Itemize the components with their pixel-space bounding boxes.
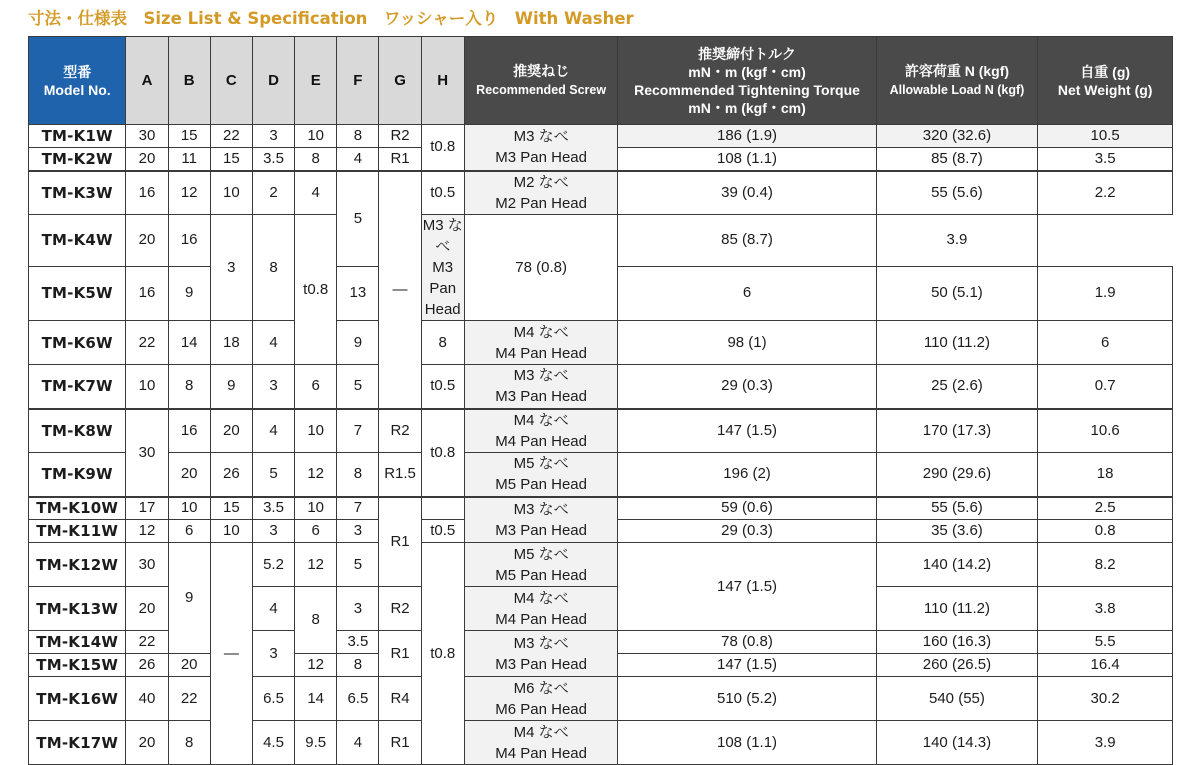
screw-cell: M3 なべ M3 Pan Head [464, 125, 618, 171]
dim-f: 3 [337, 587, 379, 631]
dim-e: 9 [337, 321, 379, 365]
dim-d: 3 [252, 365, 294, 409]
dim-a: 12 [126, 520, 168, 543]
dim-d: 3.5 [252, 497, 294, 520]
dim-g: R2 [379, 587, 421, 631]
model-cell: TM-K6W [29, 321, 126, 365]
screw-cell: M5 なべ M5 Pan Head [464, 543, 618, 587]
table-row [29, 215, 1173, 267]
dim-e: 8 [252, 215, 294, 321]
dim-f: 5 [337, 365, 379, 409]
load-cell: 260 (26.5) [876, 654, 1038, 677]
dim-c: 18 [210, 321, 252, 365]
model-cell: TM-K11W [29, 520, 126, 543]
dim-e: 12 [295, 654, 337, 677]
screw-cell: M3 なべ M3 Pan Head [421, 215, 464, 321]
dim-e: 12 [295, 543, 337, 587]
dim-f: 6.5 [337, 677, 379, 721]
dim-g: R4 [379, 677, 421, 721]
screw-cell: M3 なべ M3 Pan Head [464, 365, 618, 409]
dim-f: 3.5 [337, 631, 379, 654]
dim-a: 40 [126, 677, 168, 721]
dim-g: R1 [379, 497, 421, 587]
weight-cell: 8.2 [1038, 543, 1173, 587]
dim-a: 20 [126, 587, 168, 631]
dim-h: t0.5 [421, 171, 464, 215]
dim-d: 2 [252, 171, 294, 215]
header-e: E [295, 37, 337, 125]
header-a: A [126, 37, 168, 125]
screw-cell: M3 なべ M3 Pan Head [464, 631, 618, 677]
dim-e: 6 [295, 365, 337, 409]
dim-d: 5 [252, 453, 294, 497]
dim-d: 4 [252, 409, 294, 453]
dim-c: 15 [210, 497, 252, 520]
load-cell: 290 (29.6) [876, 453, 1038, 497]
load-cell: 55 (5.6) [876, 497, 1038, 520]
dim-b: 8 [168, 721, 210, 765]
torque-cell: 39 (0.4) [618, 171, 876, 215]
dim-g: R2 [379, 125, 421, 148]
model-cell: TM-K14W [29, 631, 126, 654]
dim-g: R1 [379, 631, 421, 677]
torque-cell: 29 (0.3) [618, 520, 876, 543]
table-row [29, 321, 1173, 365]
load-cell: 320 (32.6) [876, 125, 1038, 148]
dim-c: 15 [210, 148, 252, 171]
header-model: 型番 Model No. [29, 37, 126, 125]
dim-f: 5 [337, 171, 379, 267]
load-cell: 170 (17.3) [876, 409, 1038, 453]
dim-e: 8 [295, 587, 337, 654]
dim-d: 3.5 [252, 148, 294, 171]
weight-cell: 0.7 [1038, 365, 1173, 409]
dim-f: 7 [337, 497, 379, 520]
dim-e: 6 [295, 520, 337, 543]
model-cell: TM-K8W [29, 409, 126, 453]
weight-cell: 1.9 [1038, 266, 1173, 320]
model-cell: TM-K7W [29, 365, 126, 409]
header-screw: 推奨ねじ Recommended Screw [464, 37, 618, 125]
load-cell: 35 (3.6) [876, 520, 1038, 543]
dim-a: 20 [126, 215, 168, 267]
torque-cell: 29 (0.3) [618, 365, 876, 409]
dim-c: 22 [210, 125, 252, 148]
model-cell: TM-K16W [29, 677, 126, 721]
load-cell: 55 (5.6) [876, 171, 1038, 215]
dim-d: 6.5 [252, 677, 294, 721]
dim-f: 8 [337, 654, 379, 677]
dim-e: 8 [295, 148, 337, 171]
header-d: D [252, 37, 294, 125]
header-torque: 推奨締付トルク mN・m (kgf・cm) Recommended Tightening Torque mN・m (kgf・cm) [618, 37, 876, 125]
dim-h: t0.8 [295, 215, 337, 365]
dim-a: 22 [126, 321, 168, 365]
dim-d: 4.5 [252, 721, 294, 765]
dim-h: t0.8 [421, 125, 464, 171]
weight-cell: 16.4 [1038, 654, 1173, 677]
dim-e: 12 [295, 453, 337, 497]
table-row [29, 677, 1173, 721]
dim-d: 3 [210, 215, 252, 321]
model-cell: TM-K13W [29, 587, 126, 631]
torque-cell: 147 (1.5) [618, 543, 876, 631]
model-cell: TM-K2W [29, 148, 126, 171]
dim-b: 12 [168, 171, 210, 215]
dim-g: R1 [379, 148, 421, 171]
header-c: C [210, 37, 252, 125]
torque-cell: 78 (0.8) [618, 631, 876, 654]
torque-cell: 108 (1.1) [618, 721, 876, 765]
load-cell: 110 (11.2) [876, 587, 1038, 631]
model-cell: TM-K1W [29, 125, 126, 148]
load-cell: 85 (8.7) [618, 215, 876, 267]
load-cell: 85 (8.7) [876, 148, 1038, 171]
dim-b: 9 [168, 543, 210, 654]
header-b: B [168, 37, 210, 125]
header-load: 許容荷重 N (kgf) Allowable Load N (kgf) [876, 37, 1038, 125]
dim-d: 5.2 [252, 543, 294, 587]
dim-d: 4 [252, 321, 294, 365]
torque-cell: 78 (0.8) [464, 215, 618, 321]
dim-d: 3 [252, 631, 294, 677]
load-cell: 140 (14.2) [876, 543, 1038, 587]
dim-f: 6 [618, 266, 876, 320]
table-row [29, 409, 1173, 453]
model-cell: TM-K12W [29, 543, 126, 587]
screw-cell: M4 なべ M4 Pan Head [464, 721, 618, 765]
torque-cell: 196 (2) [618, 453, 876, 497]
torque-cell: 98 (1) [618, 321, 876, 365]
model-cell: TM-K9W [29, 453, 126, 497]
load-cell: 140 (14.3) [876, 721, 1038, 765]
screw-cell: M3 なべ M3 Pan Head [464, 497, 618, 543]
load-cell: 25 (2.6) [876, 365, 1038, 409]
torque-cell: 147 (1.5) [618, 654, 876, 677]
dim-a: 20 [126, 148, 168, 171]
dim-b: 20 [168, 453, 210, 497]
weight-cell: 3.5 [1038, 148, 1173, 171]
dim-b: 11 [168, 148, 210, 171]
screw-cell: M2 なべ M2 Pan Head [464, 171, 618, 215]
dim-g: — [379, 171, 421, 409]
dim-a: 30 [126, 409, 168, 497]
screw-cell: M4 なべ M4 Pan Head [464, 409, 618, 453]
dim-h: t0.5 [421, 520, 464, 543]
dim-c: 20 [210, 409, 252, 453]
dim-f: 4 [337, 721, 379, 765]
dim-a: 10 [126, 365, 168, 409]
load-cell: 50 (5.1) [876, 266, 1038, 320]
header-f: F [337, 37, 379, 125]
table-row [29, 453, 1173, 497]
dim-f: 8 [337, 453, 379, 497]
dim-h [421, 497, 464, 520]
model-cell: TM-K5W [29, 266, 126, 320]
dim-b: 8 [168, 365, 210, 409]
torque-cell: 186 (1.9) [618, 125, 876, 148]
load-cell: 110 (11.2) [876, 321, 1038, 365]
dim-a: 17 [126, 497, 168, 520]
dim-c: 26 [210, 453, 252, 497]
dim-e: 4 [295, 171, 337, 215]
dim-c: — [210, 543, 252, 765]
weight-cell: 10.5 [1038, 125, 1173, 148]
table-row [29, 365, 1173, 409]
dim-c: 9 [210, 365, 252, 409]
dim-a: 26 [126, 654, 168, 677]
dim-e: 10 [295, 497, 337, 520]
weight-cell: 18 [1038, 453, 1173, 497]
weight-cell: 2.5 [1038, 497, 1173, 520]
dim-a: 22 [126, 631, 168, 654]
dim-e: 10 [295, 409, 337, 453]
model-cell: TM-K17W [29, 721, 126, 765]
model-cell: TM-K3W [29, 171, 126, 215]
header-weight: 自重 (g) Net Weight (g) [1038, 37, 1173, 125]
dim-g: R1 [379, 721, 421, 765]
torque-cell: 59 (0.6) [618, 497, 876, 520]
load-cell: 160 (16.3) [876, 631, 1038, 654]
model-cell: TM-K10W [29, 497, 126, 520]
dim-c: 10 [210, 520, 252, 543]
screw-cell: M4 なべ M4 Pan Head [464, 587, 618, 631]
dim-f: 8 [421, 321, 464, 365]
header-g: G [379, 37, 421, 125]
dim-h: t0.5 [421, 365, 464, 409]
dim-d: 3 [252, 125, 294, 148]
table-row [29, 171, 1173, 215]
weight-cell: 3.9 [876, 215, 1038, 267]
dim-a: 20 [126, 721, 168, 765]
dim-g: R2 [379, 409, 421, 453]
weight-cell: 2.2 [1038, 171, 1173, 215]
torque-cell: 108 (1.1) [618, 148, 876, 171]
dim-b: 15 [168, 125, 210, 148]
dim-b: 14 [168, 321, 210, 365]
dim-f: 3 [337, 520, 379, 543]
torque-cell: 147 (1.5) [618, 409, 876, 453]
dim-b: 6 [168, 520, 210, 543]
dim-f: 7 [337, 409, 379, 453]
screw-cell: M4 なべ M4 Pan Head [464, 321, 618, 365]
dim-c: 13 [337, 266, 379, 320]
header-h: H [421, 37, 464, 125]
dim-f: 4 [337, 148, 379, 171]
header-row [29, 37, 1173, 125]
spec-table [28, 36, 1173, 765]
weight-cell: 3.9 [1038, 721, 1173, 765]
dim-a: 30 [126, 543, 168, 587]
model-cell: TM-K4W [29, 215, 126, 267]
dim-b: 9 [168, 266, 210, 320]
dim-e: 10 [295, 125, 337, 148]
weight-cell: 3.8 [1038, 587, 1173, 631]
dim-h: t0.8 [421, 543, 464, 765]
weight-cell: 5.5 [1038, 631, 1173, 654]
dim-b: 16 [168, 409, 210, 453]
screw-cell: M5 なべ M5 Pan Head [464, 453, 618, 497]
dim-b: 10 [168, 497, 210, 520]
page-title: 寸法・仕様表 Size List & Specification ワッシャー入り With Washer [28, 9, 634, 28]
dim-a: 16 [126, 171, 168, 215]
load-cell: 540 (55) [876, 677, 1038, 721]
dim-d: 4 [252, 587, 294, 631]
dim-h: t0.8 [421, 409, 464, 497]
table-row [29, 543, 1173, 587]
dim-d: 3 [252, 520, 294, 543]
dim-f: 8 [337, 125, 379, 148]
table-row [29, 125, 1173, 148]
dim-e: 9.5 [295, 721, 337, 765]
weight-cell: 10.6 [1038, 409, 1173, 453]
torque-cell: 510 (5.2) [618, 677, 876, 721]
dim-g: R1.5 [379, 453, 421, 497]
dim-a: 30 [126, 125, 168, 148]
dim-f: 5 [337, 543, 379, 587]
dim-c: 10 [210, 171, 252, 215]
table-row [29, 497, 1173, 520]
weight-cell: 30.2 [1038, 677, 1173, 721]
dim-e: 14 [295, 677, 337, 721]
dim-c: 16 [168, 215, 210, 267]
dim-b: 22 [168, 677, 210, 721]
dim-b: 20 [168, 654, 210, 677]
model-cell: TM-K15W [29, 654, 126, 677]
table-row [29, 721, 1173, 765]
screw-cell: M6 なべ M6 Pan Head [464, 677, 618, 721]
dim-a: 16 [126, 266, 168, 320]
weight-cell: 0.8 [1038, 520, 1173, 543]
weight-cell: 6 [1038, 321, 1173, 365]
